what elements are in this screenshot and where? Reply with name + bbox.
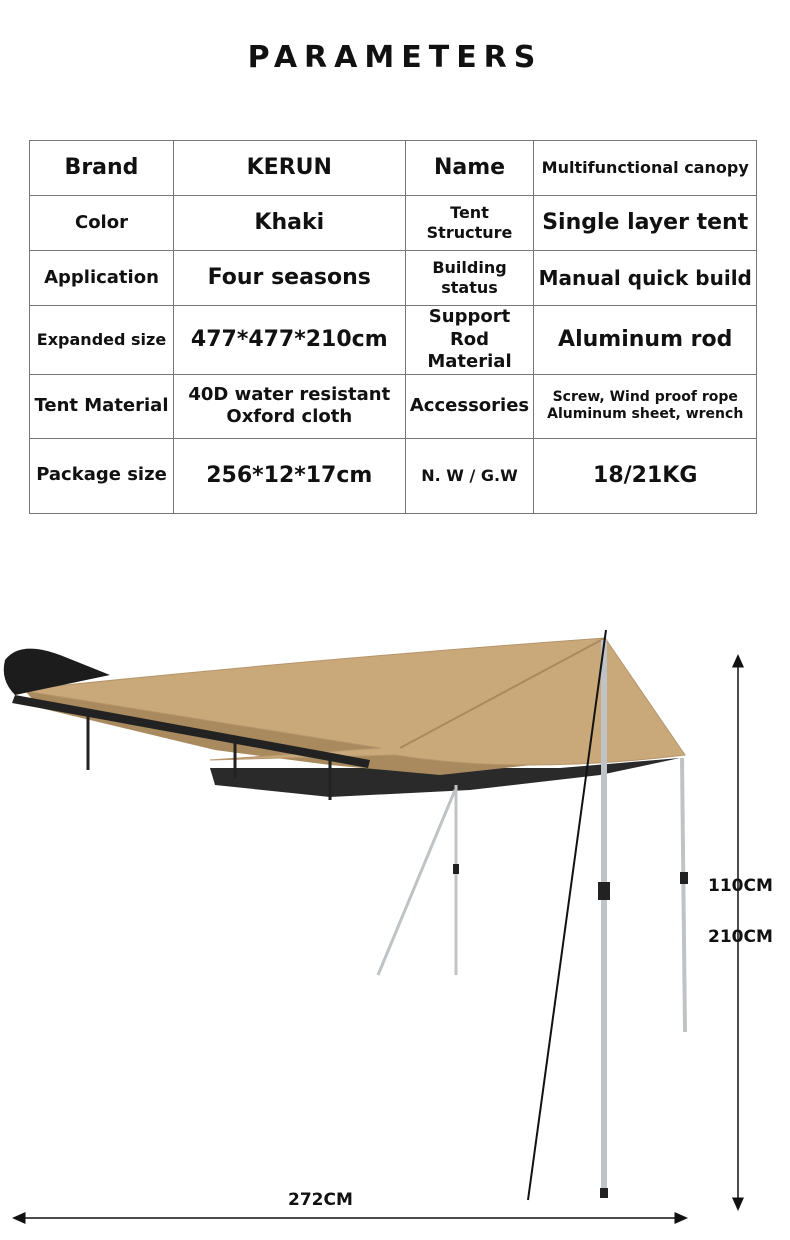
parameters-table [29, 140, 757, 514]
table-row [30, 196, 757, 251]
width-label: 272CM [288, 1190, 353, 1210]
accessories-value: Screw, Wind proof rope Aluminum sheet, wrench [534, 374, 757, 438]
name-value: Multifunctional canopy [534, 141, 757, 196]
application-value: Four seasons [173, 251, 405, 306]
expanded-size-value: 477*477*210cm [173, 306, 405, 375]
package-size-value: 256*12*17cm [173, 438, 405, 513]
support-pole-diagonal [378, 790, 455, 975]
brand-value: KERUN [173, 141, 405, 196]
expanded-size-label: Expanded size [30, 306, 174, 375]
name-label: Name [405, 141, 534, 196]
brand-label: Brand [30, 141, 174, 196]
height-max-label: 210CM [708, 927, 773, 947]
tent-structure-value: Single layer tent [534, 196, 757, 251]
table-row [30, 141, 757, 196]
support-rod-value: Aluminum rod [534, 306, 757, 375]
page-title: PARAMETERS [247, 40, 543, 75]
tent-material-value: 40D water resistant Oxford cloth [173, 374, 405, 438]
application-label: Application [30, 251, 174, 306]
color-label: Color [30, 196, 174, 251]
tent-structure-label: Tent Structure [405, 196, 534, 251]
table-row [30, 438, 757, 513]
support-pole-right [682, 758, 685, 1032]
height-min-label: 110CM [708, 876, 773, 896]
weight-label: N. W / G.W [405, 438, 534, 513]
table-row [30, 251, 757, 306]
support-rod-label: Support Rod Material [405, 306, 534, 375]
table-row [30, 306, 757, 375]
awning-illustration [0, 600, 790, 1240]
package-size-label: Package size [30, 438, 174, 513]
weight-value: 18/21KG [534, 438, 757, 513]
building-status-value: Manual quick build [534, 251, 757, 306]
building-status-label: Building status [405, 251, 534, 306]
table-row [30, 374, 757, 438]
tent-material-label: Tent Material [30, 374, 174, 438]
color-value: Khaki [173, 196, 405, 251]
accessories-label: Accessories [405, 374, 534, 438]
